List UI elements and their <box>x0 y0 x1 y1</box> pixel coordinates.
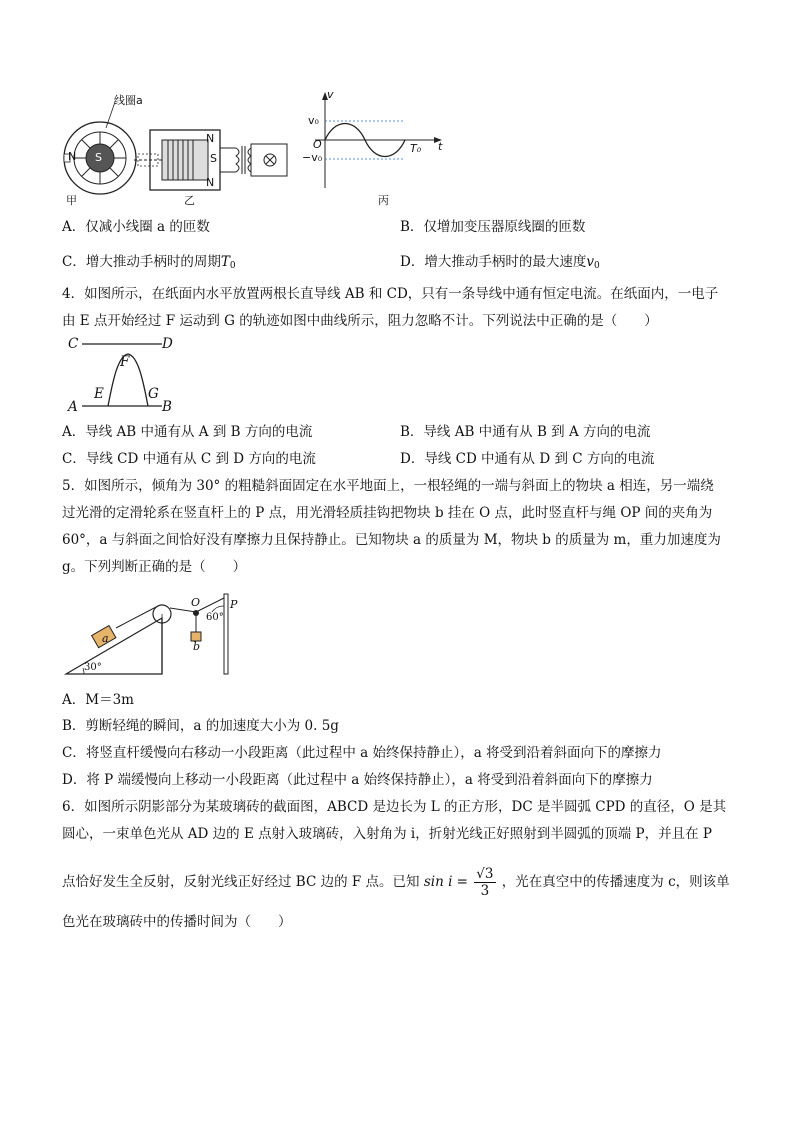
label-bing: 丙 <box>378 194 389 207</box>
q4-label-g: G <box>148 386 159 402</box>
q6-stem-line3 <box>62 866 730 899</box>
q4-figure <box>62 336 182 416</box>
q3-option-d-var: v <box>586 254 594 270</box>
q4-label-e: E <box>94 386 104 402</box>
q5-stem-line2: 过光滑的定滑轮系在竖直杆上的 P 点，用光滑轻质挂钩把物块 b 挂在 O 点，此时竖直杆与绳 OP 间的夹角为 <box>62 505 713 521</box>
q4-stem-line1: 4．如图所示，在纸面内水平放置两根长直导线 AB 和 CD，只有一条导线中通有恒定电流。在纸面内，一电子 <box>62 286 719 302</box>
q3-option-d[interactable] <box>400 252 600 276</box>
q6-fraction-den: 3 <box>480 883 490 899</box>
q4-option-d[interactable]: D．导线 CD 中通有从 D 到 C 方向的电流 <box>400 451 655 467</box>
pole-n-label: N <box>68 150 77 163</box>
q4-option-b[interactable]: B．导线 AB 中通有从 B 到 A 方向的电流 <box>400 424 651 440</box>
q3-option-d-sub: 0 <box>593 261 600 271</box>
q3-option-c[interactable] <box>62 252 236 276</box>
q5-figure <box>62 590 252 680</box>
q5-angle-60: 60° <box>206 612 224 623</box>
axis-v-label: v <box>327 88 334 101</box>
q4-label-b: B <box>162 399 172 415</box>
q6-fraction-num: √3 <box>476 866 494 882</box>
q5-option-a[interactable]: A．M＝3m <box>62 692 134 708</box>
q3-option-a[interactable]: A．仅减小线圈 a 的匝数 <box>62 219 210 235</box>
magnet-s-label: S <box>95 151 102 164</box>
pole-s-label: S <box>210 152 217 165</box>
q6-stem-line4: 色光在玻璃砖中的传播时间为（ ） <box>62 914 292 930</box>
origin-label: O <box>313 138 322 151</box>
q4-option-a[interactable]: A．导线 AB 中通有从 A 到 B 方向的电流 <box>62 424 313 440</box>
label-jia: 甲 <box>66 194 77 207</box>
q6-stem-line1: 6．如图所示阴影部分为某玻璃砖的截面图，ABCD 是边长为 L 的正方形，DC 是半圆弧 CPD 的直径，O 是其 <box>62 799 727 815</box>
q6-stem-line2: 圆心，一束单色光从 AD 边的 E 点射入玻璃砖，入射角为 i，折射光线正好照射到半圆弧的顶端 P，并且在 P <box>62 826 712 842</box>
q4-stem-line2: 由 E 点开始经过 F 运动到 G 的轨迹如图中曲线所示，阻力忽略不计。下列说法中正确的是（ ） <box>62 313 658 329</box>
q5-label-p: P <box>230 598 238 611</box>
q5-stem-line3: 60°，a 与斜面之间恰好没有摩擦力且保持静止。已知物块 a 的质量为 M，物块 b 的质量为 m，重力加速度为 <box>62 532 721 548</box>
q3-option-c-text: C．增大推动手柄时的周期 <box>62 254 221 270</box>
transformer-lamp <box>220 144 287 176</box>
q5-option-b[interactable]: B．剪断轻绳的瞬间，a 的加速度大小为 0. 5g <box>62 718 339 734</box>
q5-angle-30: 30° <box>84 662 102 673</box>
q4-label-f: F <box>120 354 130 370</box>
q4-option-c[interactable]: C．导线 CD 中通有从 C 到 D 方向的电流 <box>62 451 316 467</box>
q3-option-c-sub: 0 <box>229 261 236 271</box>
q5-option-c[interactable]: C．将竖直杆缓慢向右移动一小段距离（此过程中 a 始终保持静止），a 将受到沿着斜面向下的摩擦力 <box>62 745 662 761</box>
coil-a-label: 线圈a <box>114 94 143 107</box>
q5-label-a: a <box>102 632 109 645</box>
v0-label: v₀ <box>308 114 319 127</box>
t0-label: T₀ <box>410 142 422 155</box>
pole-n-label-2: N <box>206 132 215 145</box>
q3-option-d-text: D．增大推动手柄时的最大速度 <box>400 254 587 270</box>
q5-stem-line1: 5．如图所示，倾角为 30° 的粗糙斜面固定在水平地面上，一根轻绳的一端与斜面上的物块 a 相连，另一端绕 <box>62 478 714 494</box>
axis-t-label: t <box>438 140 443 153</box>
q3-option-b[interactable]: B．仅增加变压器原线圈的匝数 <box>400 219 586 235</box>
pole-n-label-3: N <box>206 176 215 189</box>
q3-option-c-var: T <box>220 254 230 270</box>
q6-line3-pre: 点恰好发生全反射，反射光线正好经过 BC 边的 F 点。已知 <box>62 874 420 890</box>
q5-stem-line4: g。下列判断正确的是（ ） <box>62 559 247 575</box>
figure-generator <box>60 88 450 206</box>
q6-fraction <box>474 866 495 899</box>
label-yi: 乙 <box>184 194 195 207</box>
q6-line3-post: ，光在真空中的传播速度为 c，则该单 <box>501 874 730 890</box>
q5-label-o: O <box>191 596 201 609</box>
vt-graph <box>315 92 442 188</box>
neg-v0-label: −v₀ <box>302 151 323 164</box>
q4-label-a: A <box>68 399 78 415</box>
q5-label-b: b <box>193 640 201 653</box>
q4-label-d: D <box>162 336 173 352</box>
q4-label-c: C <box>68 336 79 352</box>
q6-sin-expr: sin i = <box>423 874 468 890</box>
q5-option-d[interactable]: D．将 P 端缓慢向上移动一小段距离（此过程中 a 始终保持静止），a 将受到沿着斜面向下的摩擦力 <box>62 772 653 788</box>
